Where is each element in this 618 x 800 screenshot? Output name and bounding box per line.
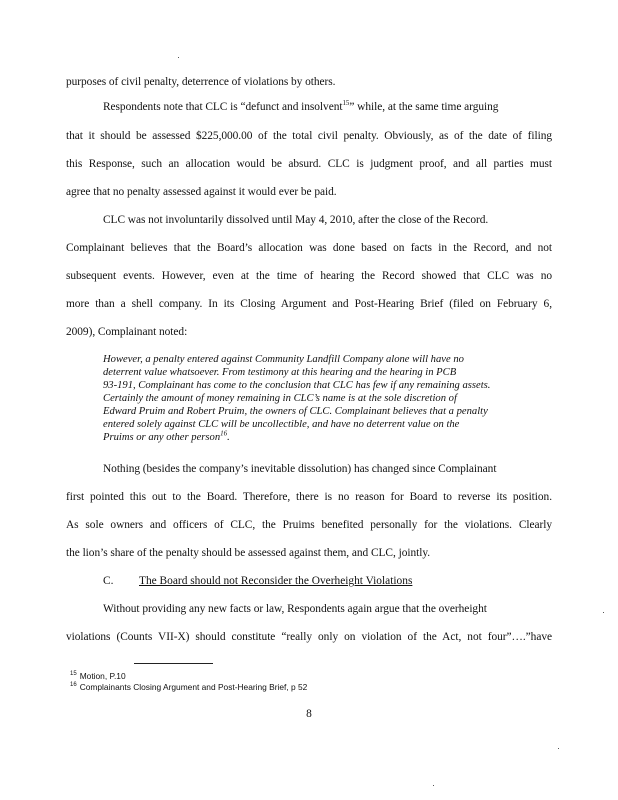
footnote-number: 15 <box>70 671 77 678</box>
body-text: Respondents note that CLC is “defunct and insolvent <box>103 101 343 113</box>
quote-line: deterrent value whatsoever. From testimony at this hearing and the hearing in PCB <box>103 367 457 378</box>
quote-text: . <box>227 432 230 443</box>
body-line: more than a shell company. In its Closing Argument and Post-Hearing Brief (filed on February 6, <box>66 298 552 310</box>
body-line: Nothing (besides the company’s inevitable dissolution) has changed since Complainant <box>103 463 497 475</box>
footnote-separator <box>134 663 213 664</box>
body-line: subsequent events. However, even at the time of hearing the Record showed that CLC was no <box>66 270 552 282</box>
scan-speck <box>178 57 179 58</box>
body-line: violations (Counts VII-X) should constitute “really only on violation of the Act, not four”….”have <box>66 631 552 643</box>
page-number: 8 <box>306 708 312 720</box>
body-line: the lion’s share of the penalty should be assessed against them, and CLC, jointly. <box>66 547 431 559</box>
quote-line: Certainly the amount of money remaining in CLC’s name is at the sole discretion of <box>103 393 457 404</box>
section-heading <box>103 574 412 588</box>
body-line: Without providing any new facts or law, Respondents again argue that the overheight <box>103 603 487 615</box>
body-line: this Response, such an allocation would be absurd. CLC is judgment proof, and all parties must <box>66 158 552 170</box>
section-title: The Board should not Reconsider the Overheight Violations <box>139 575 413 587</box>
footnote-number: 16 <box>70 682 77 689</box>
body-text: ” while, at the same time arguing <box>349 101 499 113</box>
footnote <box>70 682 307 692</box>
quote-line: However, a penalty entered against Community Landfill Company alone will have no <box>103 354 464 365</box>
body-line: CLC was not involuntarily dissolved until May 4, 2010, after the close of the Record. <box>103 214 489 226</box>
footnote-ref: 16 <box>220 429 228 438</box>
body-line: first pointed this out to the Board. Therefore, there is no reason for Board to reverse its position. <box>66 491 552 503</box>
footnote-ref: 15 <box>342 99 350 108</box>
quote-line: Edward Pruim and Robert Pruim, the owners of CLC. Complainant believes that a penalty <box>103 406 488 417</box>
scan-speck <box>433 785 434 786</box>
quote-text: Pruims or any other person <box>103 432 221 443</box>
footnote <box>70 671 126 681</box>
footnote-text: Motion, P.10 <box>79 671 126 681</box>
quote-line: 93-191, Complainant has come to the conclusion that CLC has few if any remaining assets. <box>103 380 491 391</box>
footnote-text: Complainants Closing Argument and Post-Hearing Brief, p 52 <box>79 682 308 692</box>
body-line: purposes of civil penalty, deterrence of violations by others. <box>66 76 336 88</box>
body-line: agree that no penalty assessed against it would ever be paid. <box>66 186 337 198</box>
body-line: Complainant believes that the Board’s allocation was done based on facts in the Record, and not <box>66 242 552 254</box>
section-letter: C. <box>103 575 114 587</box>
body-line: that it should be assessed $225,000.00 of the total civil penalty. Obviously, as of the date of filing <box>66 130 552 142</box>
quote-line: entered solely against CLC will be uncollectible, and have no deterrent value on the <box>103 419 460 430</box>
body-line <box>66 100 552 114</box>
body-line: As sole owners and officers of CLC, the Pruims benefited personally for the violations. Clearly <box>66 519 552 531</box>
quote-line <box>103 429 515 445</box>
scan-speck <box>558 748 559 749</box>
body-line: 2009), Complainant noted: <box>66 326 188 338</box>
scan-speck <box>603 612 604 613</box>
